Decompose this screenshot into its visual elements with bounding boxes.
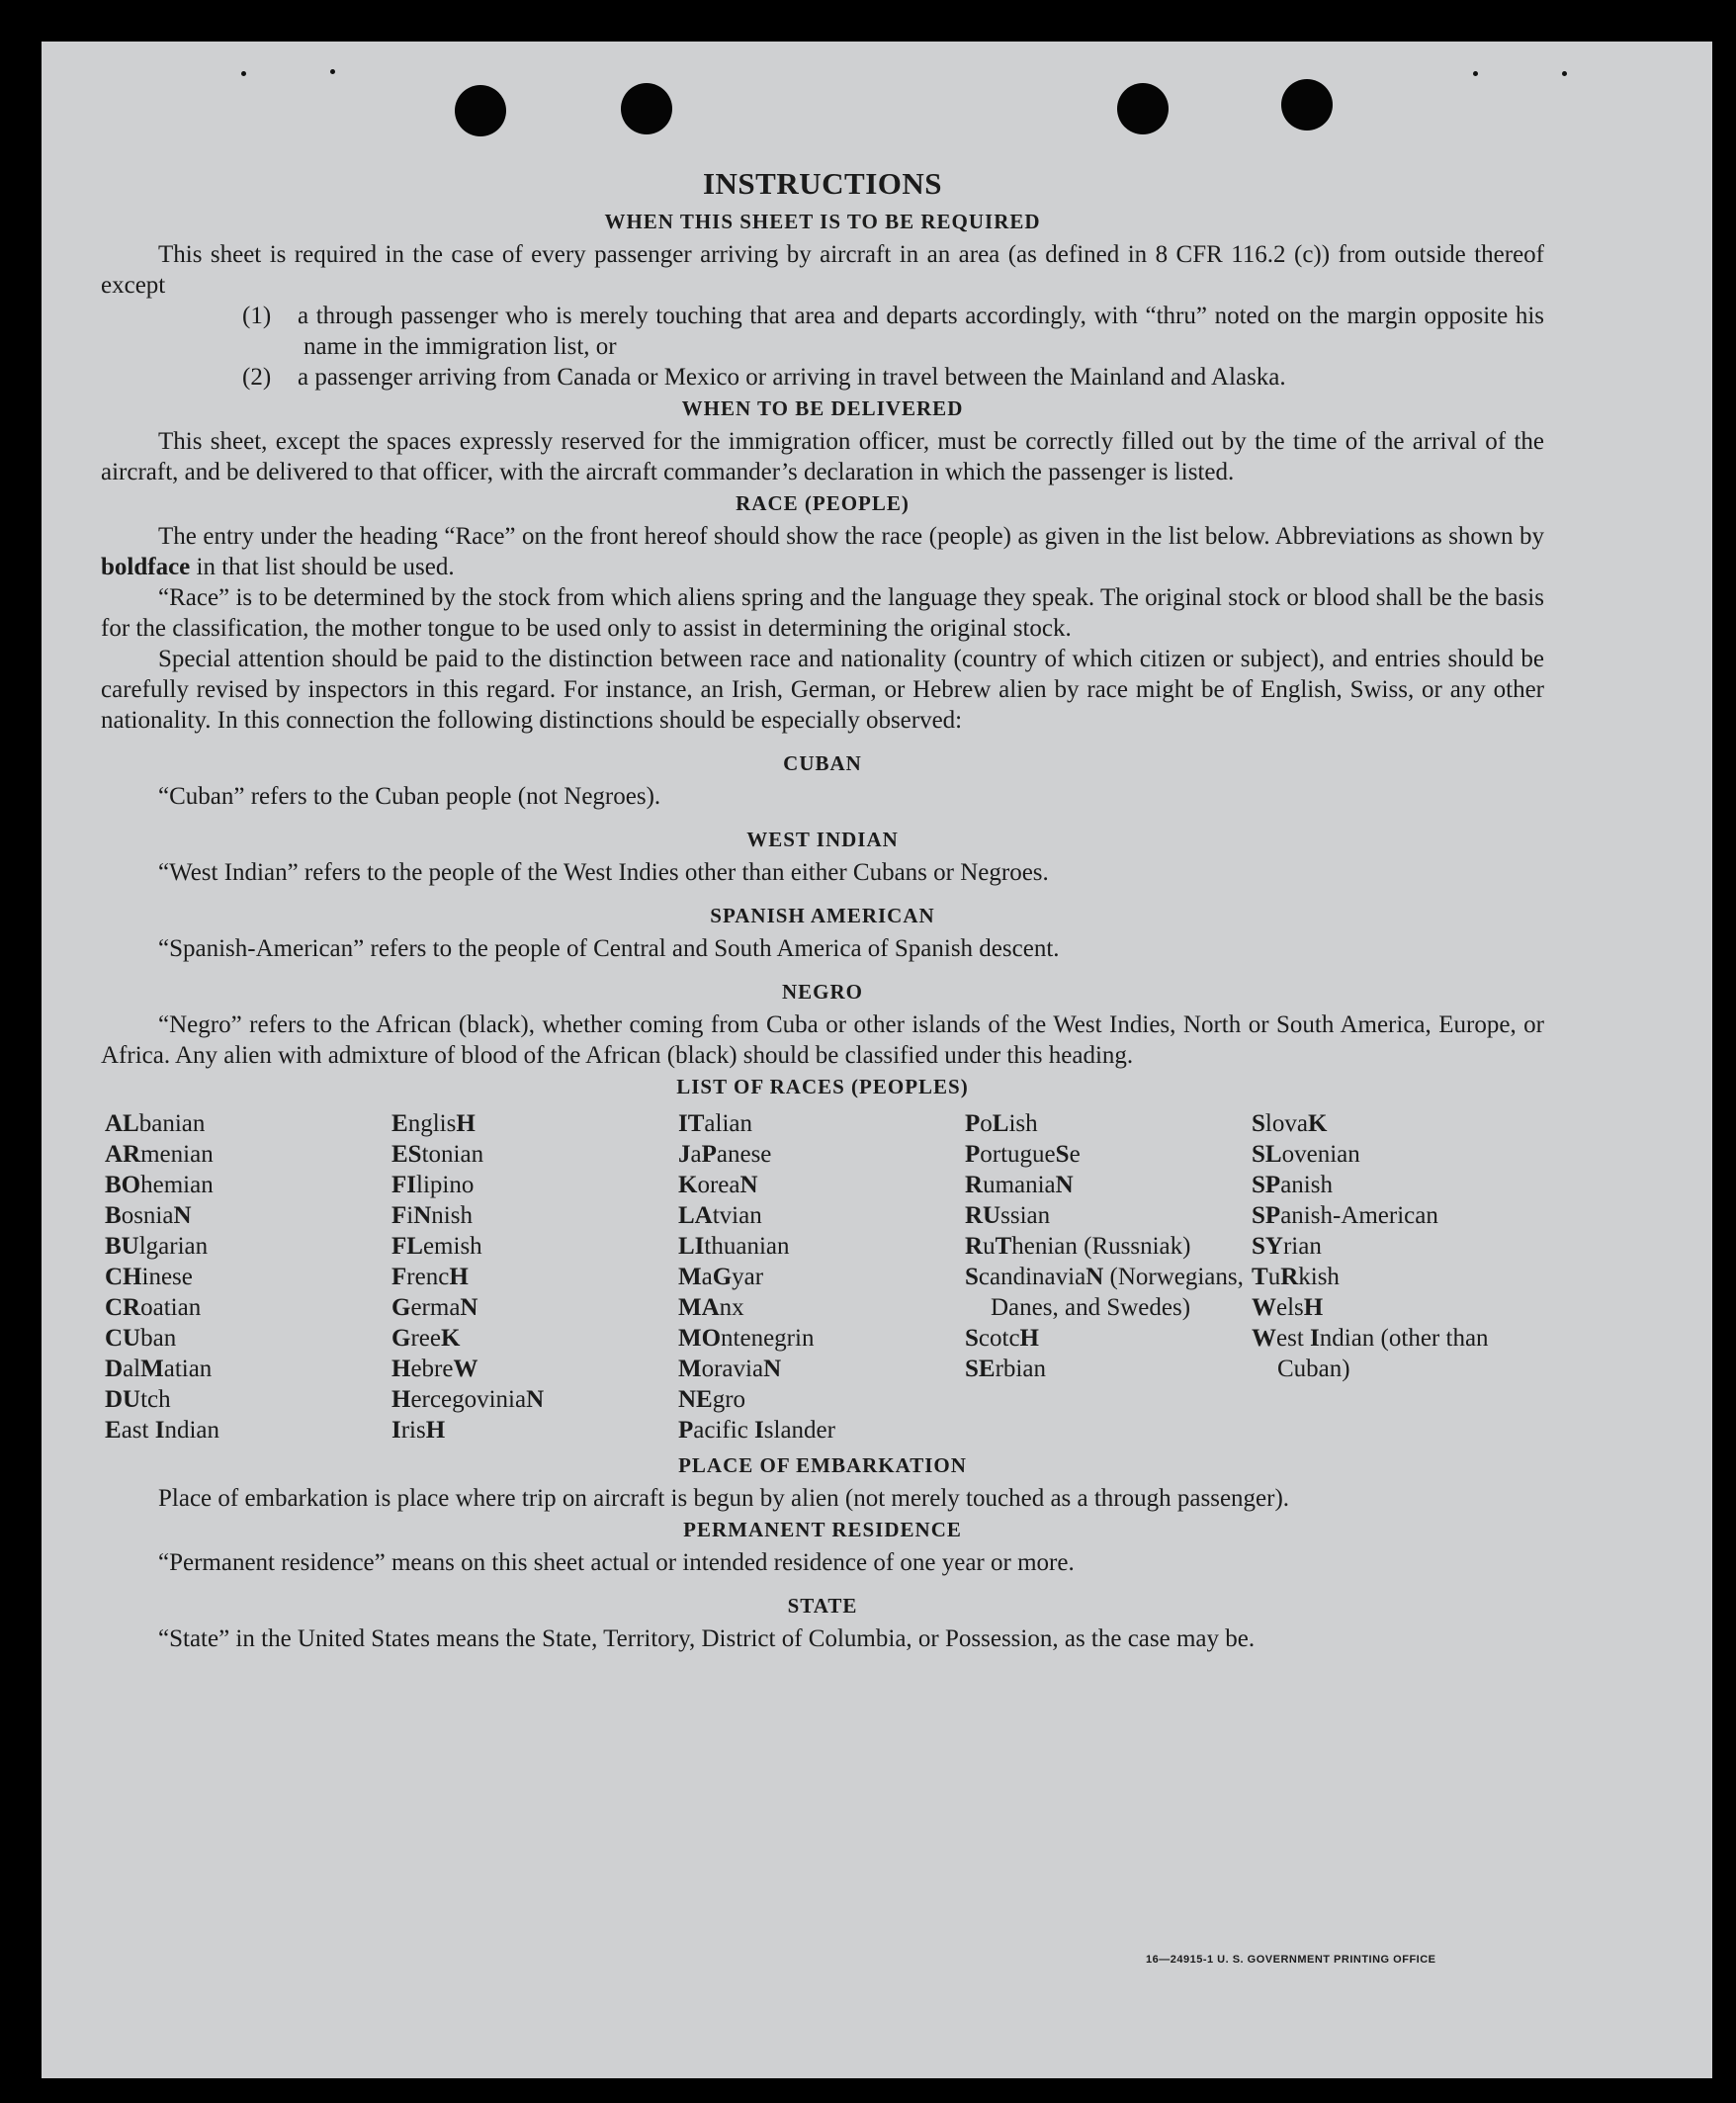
race-entry: MoraviaN — [678, 1356, 782, 1382]
section-heading: RACE (PEOPLE) — [736, 491, 910, 515]
race-entry: SPanish — [1252, 1172, 1333, 1198]
race-entry: EnglisH — [391, 1110, 476, 1137]
paragraph: This sheet is required in the case of every passenger arriving by aircraft in an area (as defined in 8 CFR 116.2 (c)) from outside thereof except — [101, 241, 1544, 299]
race-entry: ARmenian — [105, 1141, 214, 1168]
section-heading: WHEN THIS SHEET IS TO BE REQUIRED — [604, 210, 1041, 233]
paragraph: This sheet, except the spaces expressly reserved for the immigration officer, must be correctly filled out by the time of the arrival of the aircraft, and be delivered to that officer, with the aircraft commander’s declaration in which the passenger is listed. — [101, 428, 1544, 485]
exception-item: (2) a passenger arriving from Canada or Mexico or arriving in travel between the Mainland and Alaska. — [242, 364, 1286, 391]
page-title: INSTRUCTIONS — [702, 166, 942, 201]
section-heading: CUBAN — [783, 751, 862, 775]
race-entry: CRoatian — [105, 1294, 202, 1321]
race-entry: TuRkish — [1252, 1264, 1340, 1290]
paragraph: Special attention should be paid to the distinction between race and nationality (country of which citizen or subject), and entries should be carefully revised by inspectors in this regard. For instance, an Irish, German, or Hebrew alien by race might be of English, Swiss, or any other nationality. In this connection the following distinctions should be especially observed: — [101, 646, 1544, 734]
section-heading: PLACE OF EMBARKATION — [678, 1453, 967, 1477]
race-entry: West Indian (other than Cuban) — [1252, 1325, 1489, 1382]
race-entry: FLemish — [391, 1233, 482, 1260]
race-entry: RumaniaN — [965, 1172, 1074, 1198]
printer-footer: 16—24915-1 U. S. GOVERNMENT PRINTING OFFICE — [1146, 1954, 1436, 1966]
speck — [1562, 71, 1567, 76]
race-entry: SlovaK — [1252, 1110, 1328, 1137]
race-entry: ScotcH — [965, 1325, 1039, 1352]
section-heading: LIST OF RACES (PEOPLES) — [676, 1075, 969, 1098]
race-entry: BUlgarian — [105, 1233, 209, 1260]
race-column — [1252, 1108, 1538, 1446]
race-entry: JaPanese — [678, 1141, 772, 1168]
race-entry: ALbanian — [105, 1110, 206, 1137]
race-list — [105, 1108, 1544, 1446]
speck — [330, 69, 335, 74]
section-heading: WHEN TO BE DELIVERED — [681, 396, 964, 420]
paragraph: “State” in the United States means the State, Territory, District of Columbia, or Possession, as the case may be. — [158, 1625, 1256, 1652]
race-entry: SPanish-American — [1252, 1202, 1438, 1229]
race-entry: GermaN — [391, 1294, 478, 1321]
punch-hole — [621, 83, 672, 134]
speck — [241, 71, 246, 76]
race-entry: East Indian — [105, 1417, 219, 1444]
race-entry: PoLish — [965, 1110, 1038, 1137]
race-entry: RuThenian (Russniak) — [965, 1233, 1191, 1260]
section-heading: PERMANENT RESIDENCE — [683, 1518, 962, 1541]
race-entry: ITalian — [678, 1110, 752, 1137]
race-entry: LAtvian — [678, 1202, 762, 1229]
race-entry: MAnx — [678, 1294, 744, 1321]
race-entry: WelsH — [1252, 1294, 1324, 1321]
section-heading: NEGRO — [781, 980, 863, 1004]
section-heading: SPANISH AMERICAN — [710, 904, 935, 927]
race-entry: FrencH — [391, 1264, 469, 1290]
race-entry: PortugueSe — [965, 1141, 1081, 1168]
punch-hole — [1281, 79, 1333, 131]
race-entry: NEgro — [678, 1386, 746, 1413]
paragraph: “Spanish-American” refers to the people of Central and South America of Spanish descent. — [158, 935, 1060, 962]
section-heading: STATE — [787, 1594, 858, 1618]
race-entry: ScandinaviaN (Norwegians, Danes, and Swedes) — [965, 1264, 1244, 1321]
race-entry: IrisH — [391, 1417, 446, 1444]
race-column — [391, 1108, 678, 1446]
race-entry: MOntenegrin — [678, 1325, 815, 1352]
race-column — [678, 1108, 965, 1446]
exception-item: (1) a through passenger who is merely touching that area and departs accordingly, with “thru” noted on the margin opposite his name in the immigration list, or — [242, 303, 1544, 360]
race-entry: SLovenian — [1252, 1141, 1360, 1168]
paragraph: “Permanent residence” means on this sheet actual or intended residence of one year or more. — [158, 1549, 1075, 1576]
paragraph: Place of embarkation is place where trip on aircraft is begun by alien (not merely touched as a through passenger). — [158, 1485, 1290, 1512]
punch-hole — [455, 85, 506, 136]
section-heading: WEST INDIAN — [746, 828, 899, 851]
race-entry: MaGyar — [678, 1264, 764, 1290]
race-entry: FiNnish — [391, 1202, 473, 1229]
race-entry: CHinese — [105, 1264, 193, 1290]
race-entry: DUtch — [105, 1386, 171, 1413]
punch-hole — [1117, 83, 1169, 134]
paragraph: “Negro” refers to the African (black), whether coming from Cuba or other islands of the West Indies, North or South America, Europe, or Africa. Any alien with admixture of blood of the African (black) should be classified under this heading. — [101, 1011, 1544, 1069]
paragraph: “West Indian” refers to the people of the West Indies other than either Cubans or Negroes. — [158, 859, 1049, 886]
document-page — [42, 42, 1712, 2078]
race-entry: RUssian — [965, 1202, 1051, 1229]
race-entry: KoreaN — [678, 1172, 758, 1198]
race-column — [965, 1108, 1252, 1446]
race-entry: EStonian — [391, 1141, 484, 1168]
race-entry: CUban — [105, 1325, 177, 1352]
instructions-body — [101, 166, 1544, 1654]
race-entry: SYrian — [1252, 1233, 1322, 1260]
race-entry: Pacific Islander — [678, 1417, 835, 1444]
race-entry: LIthuanian — [678, 1233, 790, 1260]
race-column — [105, 1108, 391, 1446]
race-entry: DalMatian — [105, 1356, 213, 1382]
race-entry: HebreW — [391, 1356, 478, 1382]
paragraph: “Cuban” refers to the Cuban people (not Negroes). — [158, 783, 661, 810]
paragraph: The entry under the heading “Race” on the front hereof should show the race (people) as given in the list below. Abbreviations as shown by boldface in that list should be used. — [101, 523, 1544, 580]
race-entry: GreeK — [391, 1325, 461, 1352]
race-entry: BosniaN — [105, 1202, 192, 1229]
race-entry: HercegoviniaN — [391, 1386, 545, 1413]
paragraph: “Race” is to be determined by the stock from which aliens spring and the language they speak. The original stock or blood shall be the basis for the classification, the mother tongue to be used only to assist in determining the original stock. — [101, 584, 1544, 642]
speck — [1473, 71, 1478, 76]
race-entry: FIlipino — [391, 1172, 475, 1198]
race-entry: BOhemian — [105, 1172, 214, 1198]
race-entry: SErbian — [965, 1356, 1046, 1382]
